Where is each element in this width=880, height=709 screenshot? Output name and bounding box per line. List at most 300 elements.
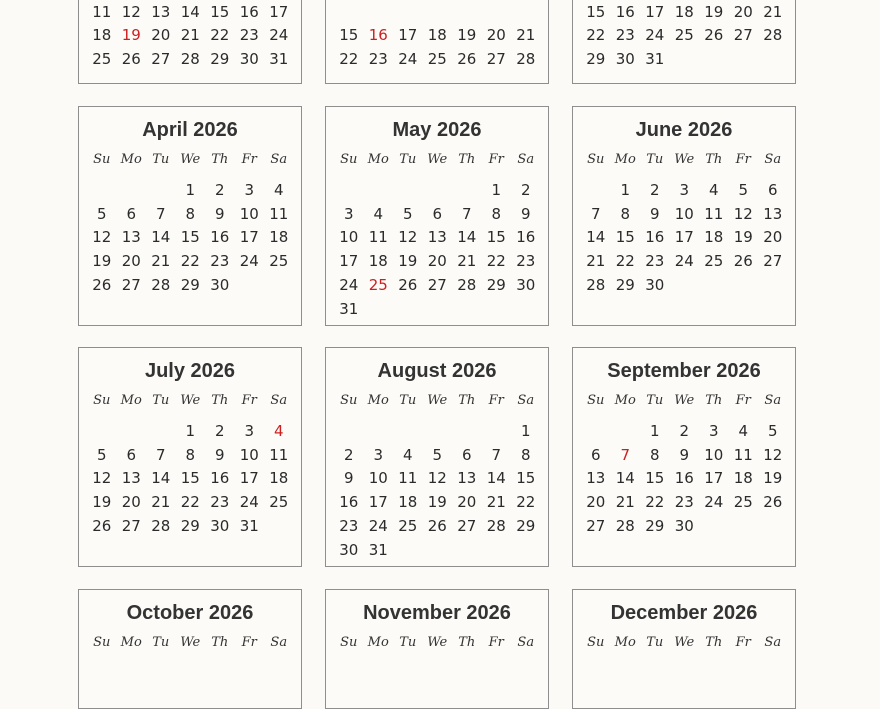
- empty-day-cell: [87, 420, 117, 444]
- day-cell: 8: [185, 204, 196, 223]
- day-cell: 29: [516, 516, 536, 535]
- month-calendar-august: [325, 347, 549, 567]
- day-cell: 18: [92, 26, 112, 45]
- empty-day-cell: [452, 420, 482, 444]
- day-cell: 26: [121, 50, 141, 69]
- weekday-header: Sa: [517, 393, 535, 408]
- day-cell: 14: [180, 2, 200, 21]
- weekday-header: Su: [587, 152, 605, 167]
- empty-day-cell: [482, 298, 512, 322]
- day-cell: 3: [708, 421, 719, 440]
- day-cell: 11: [398, 469, 418, 488]
- empty-day-cell: [393, 539, 423, 563]
- weekday-header: Mo: [367, 393, 389, 408]
- day-cell: 21: [180, 26, 200, 45]
- day-cell: 12: [427, 469, 447, 488]
- day-cell: 28: [615, 516, 635, 535]
- weekday-header: Fr: [735, 152, 751, 167]
- day-cell: 19: [92, 252, 112, 271]
- day-cell: 12: [398, 228, 418, 247]
- month-calendar-january: [78, 0, 302, 84]
- day-cell: 26: [92, 516, 112, 535]
- day-cell: 1: [649, 421, 660, 440]
- day-cell: 13: [763, 204, 783, 223]
- day-cell: 5: [402, 204, 413, 223]
- day-cell: 23: [645, 252, 665, 271]
- weekday-header: We: [180, 152, 201, 167]
- weekday-header: Fr: [735, 393, 751, 408]
- month-calendar-june: [572, 106, 796, 326]
- weekday-header: Mo: [120, 635, 142, 650]
- day-cell: 23: [210, 493, 230, 512]
- day-cell: 27: [586, 516, 606, 535]
- day-cell: 3: [373, 445, 384, 464]
- day-cell: 25: [674, 26, 694, 45]
- day-cell: 16: [368, 26, 388, 45]
- day-cell: 23: [615, 26, 635, 45]
- weekday-header: Mo: [367, 152, 389, 167]
- day-cell: 5: [738, 180, 749, 199]
- month-title: July 2026: [144, 360, 236, 382]
- empty-day-cell: [423, 298, 453, 322]
- day-cell: 23: [674, 493, 694, 512]
- day-cell: 6: [126, 445, 137, 464]
- day-grid: [87, 393, 294, 539]
- weekday-header: We: [674, 635, 695, 650]
- day-grid: [334, 393, 541, 563]
- day-grid: [581, 152, 788, 298]
- day-cell: 26: [398, 275, 418, 294]
- day-cell: 12: [733, 204, 753, 223]
- day-cell: 18: [269, 228, 289, 247]
- day-cell: 27: [427, 275, 447, 294]
- day-cell: 24: [239, 252, 259, 271]
- day-cell: 24: [339, 275, 359, 294]
- day-cell: 26: [704, 26, 724, 45]
- day-cell: 7: [155, 204, 166, 223]
- day-cell: 29: [180, 275, 200, 294]
- day-cell: 4: [402, 445, 413, 464]
- day-cell: 8: [491, 204, 502, 223]
- day-cell: 13: [121, 228, 141, 247]
- day-cell: 15: [180, 228, 200, 247]
- empty-day-cell: [581, 179, 611, 203]
- day-cell: 19: [457, 26, 477, 45]
- empty-day-cell: [611, 420, 641, 444]
- day-cell: 6: [432, 204, 443, 223]
- day-cell: 13: [427, 228, 447, 247]
- day-cell: 9: [520, 204, 531, 223]
- month-title: September 2026: [607, 360, 761, 382]
- day-cell: 29: [210, 50, 230, 69]
- weekday-header: Sa: [764, 152, 782, 167]
- day-cell: 16: [210, 228, 230, 247]
- month-title: August 2026: [377, 360, 497, 382]
- day-cell: 22: [210, 26, 230, 45]
- day-cell: 19: [121, 26, 141, 45]
- day-cell: 9: [649, 204, 660, 223]
- day-cell: 10: [339, 228, 359, 247]
- day-grid: [334, 152, 541, 322]
- weekday-header: Sa: [270, 635, 288, 650]
- day-cell: 27: [486, 50, 506, 69]
- day-grid: [334, 24, 541, 72]
- day-cell: 30: [645, 275, 665, 294]
- day-cell: 17: [239, 469, 259, 488]
- day-cell: 20: [733, 2, 753, 21]
- day-cell: 20: [151, 26, 171, 45]
- day-cell: 26: [763, 493, 783, 512]
- day-cell: 6: [767, 180, 778, 199]
- day-cell: 5: [767, 421, 778, 440]
- day-cell: 22: [180, 252, 200, 271]
- day-cell: 16: [239, 2, 259, 21]
- weekday-header: Tu: [646, 635, 664, 650]
- weekday-header: Fr: [488, 393, 504, 408]
- day-cell: 19: [398, 252, 418, 271]
- day-cell: 21: [615, 493, 635, 512]
- day-cell: 21: [586, 252, 606, 271]
- day-cell: 25: [269, 252, 289, 271]
- weekday-header: Su: [93, 393, 111, 408]
- day-cell: 24: [674, 252, 694, 271]
- day-cell: 10: [704, 445, 724, 464]
- empty-day-cell: [452, 298, 482, 322]
- day-cell: 17: [674, 228, 694, 247]
- day-cell: 15: [210, 2, 230, 21]
- day-cell: 11: [92, 2, 112, 21]
- day-cell: 19: [733, 228, 753, 247]
- day-cell: 2: [214, 180, 225, 199]
- day-cell: 31: [645, 50, 665, 69]
- day-cell: 11: [269, 204, 289, 223]
- day-cell: 17: [239, 228, 259, 247]
- day-cell: 7: [620, 445, 631, 464]
- weekday-header: Mo: [614, 393, 636, 408]
- weekday-header: Th: [211, 152, 229, 167]
- day-cell: 11: [269, 445, 289, 464]
- day-cell: 1: [520, 421, 531, 440]
- day-cell: 26: [427, 516, 447, 535]
- weekday-header: Fr: [241, 635, 257, 650]
- empty-day-cell: [364, 298, 394, 322]
- day-cell: 1: [185, 180, 196, 199]
- weekday-header: Th: [705, 152, 723, 167]
- month-title: November 2026: [363, 602, 511, 624]
- day-cell: 15: [586, 2, 606, 21]
- day-cell: 12: [92, 469, 112, 488]
- day-cell: 28: [586, 275, 606, 294]
- day-cell: 7: [461, 204, 472, 223]
- day-cell: 13: [121, 469, 141, 488]
- empty-day-cell: [87, 179, 117, 203]
- empty-day-cell: [117, 179, 147, 203]
- day-cell: 6: [461, 445, 472, 464]
- weekday-header: Tu: [646, 393, 664, 408]
- day-cell: 15: [339, 26, 359, 45]
- weekday-header: Th: [458, 152, 476, 167]
- day-cell: 23: [239, 26, 259, 45]
- day-cell: 28: [516, 50, 536, 69]
- day-cell: 4: [273, 421, 284, 440]
- day-cell: 22: [615, 252, 635, 271]
- weekday-header: Tu: [152, 152, 170, 167]
- month-title: May 2026: [392, 119, 482, 141]
- day-cell: 15: [645, 469, 665, 488]
- weekday-header: We: [674, 393, 695, 408]
- weekday-header: Tu: [399, 635, 417, 650]
- day-cell: 31: [239, 516, 259, 535]
- day-cell: 31: [368, 540, 388, 559]
- day-grid: [581, 635, 788, 662]
- month-calendar-may: [325, 106, 549, 326]
- day-grid: [334, 635, 541, 662]
- day-cell: 5: [96, 204, 107, 223]
- empty-day-cell: [511, 298, 541, 322]
- day-cell: 18: [704, 228, 724, 247]
- day-grid: [581, 1, 788, 72]
- day-cell: 5: [432, 445, 443, 464]
- day-cell: 21: [763, 2, 783, 21]
- day-cell: 2: [343, 445, 354, 464]
- day-cell: 27: [121, 275, 141, 294]
- day-cell: 30: [210, 516, 230, 535]
- day-cell: 21: [516, 26, 536, 45]
- day-cell: 6: [590, 445, 601, 464]
- day-cell: 14: [615, 469, 635, 488]
- weekday-header: Mo: [120, 152, 142, 167]
- day-cell: 19: [92, 493, 112, 512]
- day-cell: 2: [649, 180, 660, 199]
- empty-day-cell: [670, 48, 700, 72]
- weekday-header: Su: [93, 152, 111, 167]
- month-title: April 2026: [142, 119, 238, 141]
- day-cell: 31: [339, 299, 359, 318]
- day-cell: 11: [704, 204, 724, 223]
- day-cell: 3: [244, 421, 255, 440]
- empty-day-cell: [146, 179, 176, 203]
- day-cell: 4: [273, 180, 284, 199]
- day-cell: 24: [269, 26, 289, 45]
- day-cell: 25: [427, 50, 447, 69]
- weekday-header: Th: [705, 393, 723, 408]
- day-cell: 16: [674, 469, 694, 488]
- empty-day-cell: [393, 420, 423, 444]
- day-cell: 9: [679, 445, 690, 464]
- day-cell: 12: [763, 445, 783, 464]
- empty-day-cell: [758, 274, 788, 298]
- empty-day-cell: [364, 179, 394, 203]
- weekday-header: Tu: [399, 152, 417, 167]
- weekday-header: Fr: [241, 393, 257, 408]
- day-cell: 10: [239, 204, 259, 223]
- weekday-header: Th: [458, 393, 476, 408]
- weekday-header: Sa: [270, 152, 288, 167]
- day-cell: 2: [520, 180, 531, 199]
- day-cell: 30: [674, 516, 694, 535]
- day-cell: 8: [649, 445, 660, 464]
- month-calendar-october: [78, 589, 302, 709]
- day-cell: 16: [339, 493, 359, 512]
- day-cell: 22: [516, 493, 536, 512]
- day-cell: 28: [151, 275, 171, 294]
- day-cell: 20: [486, 26, 506, 45]
- empty-day-cell: [264, 274, 294, 298]
- day-cell: 27: [763, 252, 783, 271]
- weekday-header: Tu: [152, 393, 170, 408]
- day-cell: 28: [763, 26, 783, 45]
- day-cell: 15: [615, 228, 635, 247]
- day-cell: 25: [269, 493, 289, 512]
- day-cell: 14: [151, 469, 171, 488]
- month-calendar-march: [572, 0, 796, 84]
- day-cell: 1: [185, 421, 196, 440]
- day-cell: 17: [269, 2, 289, 21]
- month-title: June 2026: [635, 119, 733, 141]
- day-cell: 29: [180, 516, 200, 535]
- weekday-header: Fr: [488, 635, 504, 650]
- day-cell: 24: [704, 493, 724, 512]
- day-cell: 4: [708, 180, 719, 199]
- weekday-header: We: [674, 152, 695, 167]
- day-cell: 21: [457, 252, 477, 271]
- day-cell: 9: [214, 204, 225, 223]
- day-cell: 18: [733, 469, 753, 488]
- day-cell: 8: [520, 445, 531, 464]
- weekday-header: Mo: [120, 393, 142, 408]
- day-cell: 20: [121, 252, 141, 271]
- day-cell: 17: [398, 26, 418, 45]
- empty-day-cell: [334, 179, 364, 203]
- day-cell: 25: [398, 516, 418, 535]
- day-cell: 23: [516, 252, 536, 271]
- day-cell: 5: [96, 445, 107, 464]
- month-calendar-july: [78, 347, 302, 567]
- day-cell: 28: [151, 516, 171, 535]
- day-cell: 17: [368, 493, 388, 512]
- weekday-header: We: [180, 393, 201, 408]
- empty-day-cell: [117, 420, 147, 444]
- empty-day-cell: [364, 420, 394, 444]
- day-cell: 13: [457, 469, 477, 488]
- empty-day-cell: [729, 515, 759, 539]
- weekday-header: Mo: [367, 635, 389, 650]
- day-cell: 30: [615, 50, 635, 69]
- day-cell: 17: [645, 2, 665, 21]
- weekday-header: Sa: [517, 152, 535, 167]
- empty-day-cell: [452, 179, 482, 203]
- day-cell: 17: [704, 469, 724, 488]
- day-cell: 15: [486, 228, 506, 247]
- day-cell: 18: [427, 26, 447, 45]
- day-cell: 20: [427, 252, 447, 271]
- empty-day-cell: [670, 274, 700, 298]
- empty-day-cell: [699, 274, 729, 298]
- empty-day-cell: [729, 48, 759, 72]
- day-cell: 9: [214, 445, 225, 464]
- day-cell: 13: [151, 2, 171, 21]
- day-cell: 19: [427, 493, 447, 512]
- day-cell: 10: [368, 469, 388, 488]
- day-cell: 22: [339, 50, 359, 69]
- day-cell: 24: [398, 50, 418, 69]
- day-cell: 26: [457, 50, 477, 69]
- day-cell: 16: [210, 469, 230, 488]
- day-cell: 18: [368, 252, 388, 271]
- weekday-header: Mo: [614, 635, 636, 650]
- day-cell: 18: [269, 469, 289, 488]
- empty-day-cell: [423, 420, 453, 444]
- day-cell: 27: [121, 516, 141, 535]
- empty-day-cell: [264, 515, 294, 539]
- month-calendar-november: [325, 589, 549, 709]
- day-cell: 24: [645, 26, 665, 45]
- day-cell: 13: [586, 469, 606, 488]
- weekday-header: We: [427, 152, 448, 167]
- day-cell: 22: [180, 493, 200, 512]
- weekday-header: Su: [340, 635, 358, 650]
- weekday-header: Su: [587, 393, 605, 408]
- empty-day-cell: [699, 515, 729, 539]
- weekday-header: Fr: [735, 635, 751, 650]
- weekday-header: Su: [93, 635, 111, 650]
- day-cell: 27: [151, 50, 171, 69]
- day-cell: 29: [615, 275, 635, 294]
- month-calendar-december: [572, 589, 796, 709]
- day-cell: 10: [674, 204, 694, 223]
- day-cell: 20: [457, 493, 477, 512]
- weekday-header: We: [427, 393, 448, 408]
- day-cell: 23: [339, 516, 359, 535]
- empty-day-cell: [758, 48, 788, 72]
- day-cell: 29: [586, 50, 606, 69]
- weekday-header: Su: [340, 152, 358, 167]
- day-cell: 14: [486, 469, 506, 488]
- day-cell: 25: [92, 50, 112, 69]
- day-cell: 15: [180, 469, 200, 488]
- day-cell: 14: [457, 228, 477, 247]
- day-grid: [87, 1, 294, 72]
- day-cell: 24: [239, 493, 259, 512]
- day-cell: 18: [674, 2, 694, 21]
- day-cell: 21: [151, 252, 171, 271]
- empty-day-cell: [334, 420, 364, 444]
- weekday-header: Sa: [764, 393, 782, 408]
- day-cell: 21: [486, 493, 506, 512]
- day-cell: 15: [516, 469, 536, 488]
- month-title: December 2026: [610, 602, 758, 624]
- day-cell: 16: [615, 2, 635, 21]
- empty-day-cell: [729, 274, 759, 298]
- weekday-header: Tu: [646, 152, 664, 167]
- day-cell: 28: [457, 275, 477, 294]
- day-cell: 2: [214, 421, 225, 440]
- weekday-header: Su: [340, 393, 358, 408]
- empty-day-cell: [235, 274, 265, 298]
- day-cell: 1: [491, 180, 502, 199]
- weekday-header: We: [427, 635, 448, 650]
- month-calendar-february: [325, 0, 549, 84]
- day-cell: 22: [645, 493, 665, 512]
- day-cell: 14: [151, 228, 171, 247]
- day-cell: 7: [155, 445, 166, 464]
- empty-day-cell: [393, 298, 423, 322]
- month-title: October 2026: [126, 602, 254, 624]
- day-cell: 12: [121, 2, 141, 21]
- weekday-header: Mo: [614, 152, 636, 167]
- empty-day-cell: [482, 539, 512, 563]
- day-cell: 29: [486, 275, 506, 294]
